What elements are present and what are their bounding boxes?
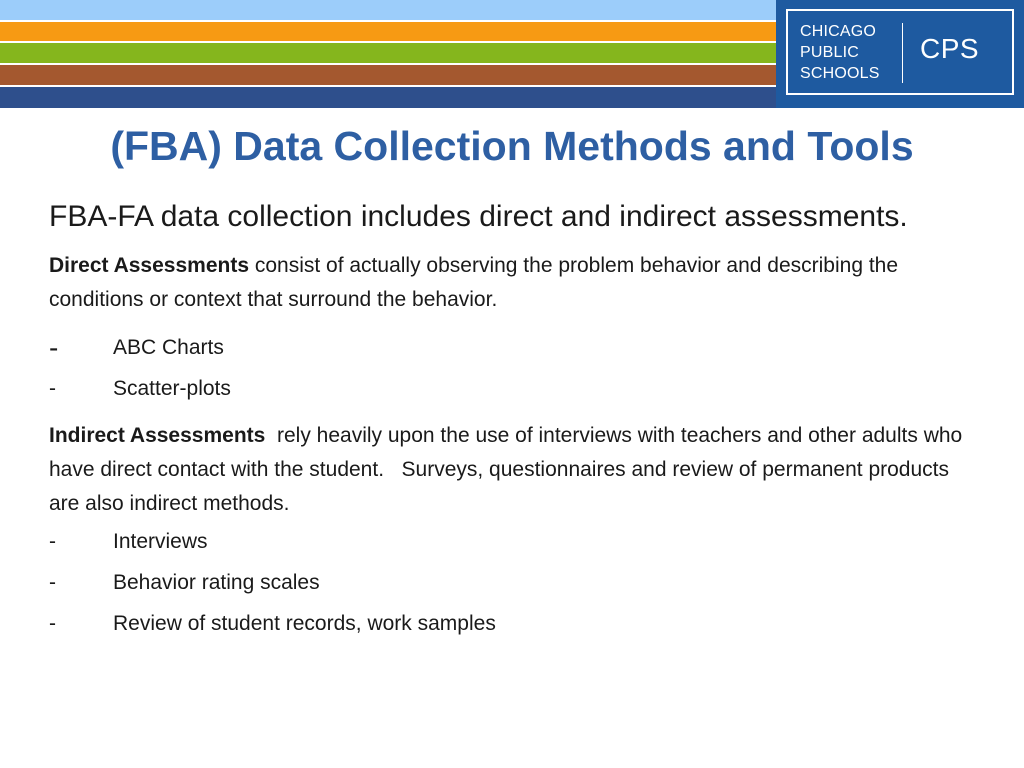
list-item-label: Review of student records, work samples: [113, 612, 496, 635]
cps-logo: [776, 0, 1024, 108]
header-stripes: [0, 0, 776, 108]
slide-title: (FBA) Data Collection Methods and Tools: [110, 123, 914, 169]
logo-divider: [902, 23, 903, 83]
indirect-assessments-heading: Indirect Assessments: [49, 424, 266, 447]
list-item: [49, 562, 984, 603]
list-item-label: Interviews: [113, 530, 208, 553]
list-item: [49, 368, 984, 409]
logo-frame: [786, 9, 1014, 95]
stripe-light-blue: [0, 0, 776, 20]
indirect-assessments-list: [49, 521, 984, 644]
indirect-assessments-text: rely heavily upon the use of interviews with teachers and other adults who have direct contact with the student. Surveys, questionnaires and review of permanent products are also indirect methods.: [49, 424, 969, 515]
list-item: [49, 603, 984, 644]
dash-bullet: -: [49, 571, 56, 594]
direct-assessments-paragraph: [49, 249, 984, 317]
direct-assessments-heading: Direct Assessments: [49, 254, 249, 277]
logo-name: CHICAGO PUBLIC SCHOOLS: [800, 23, 880, 82]
dash-bullet: -: [49, 530, 56, 553]
slide-body: [49, 197, 984, 644]
stripe-dark-blue: [0, 87, 776, 108]
list-item-label: Scatter-plots: [113, 377, 231, 400]
intro-text: FBA-FA data collection includes direct and indirect assessments.: [49, 200, 908, 233]
direct-assessments-text: consist of actually observing the problem behavior and describing the conditions or context that surround the behavior.: [49, 254, 899, 311]
list-item: [49, 327, 984, 368]
list-item-label: ABC Charts: [113, 336, 224, 359]
direct-assessments-list: [49, 327, 984, 409]
logo-abbr: CPS: [920, 33, 980, 64]
indirect-assessments-paragraph: [49, 419, 984, 521]
list-item: [49, 521, 984, 562]
list-item-label: Behavior rating scales: [113, 571, 320, 594]
stripe-orange: [0, 22, 776, 41]
dash-bullet: -: [49, 377, 56, 400]
stripe-green: [0, 43, 776, 63]
stripe-brown: [0, 65, 776, 85]
dash-bullet: -: [49, 332, 59, 363]
dash-bullet: -: [49, 612, 56, 635]
